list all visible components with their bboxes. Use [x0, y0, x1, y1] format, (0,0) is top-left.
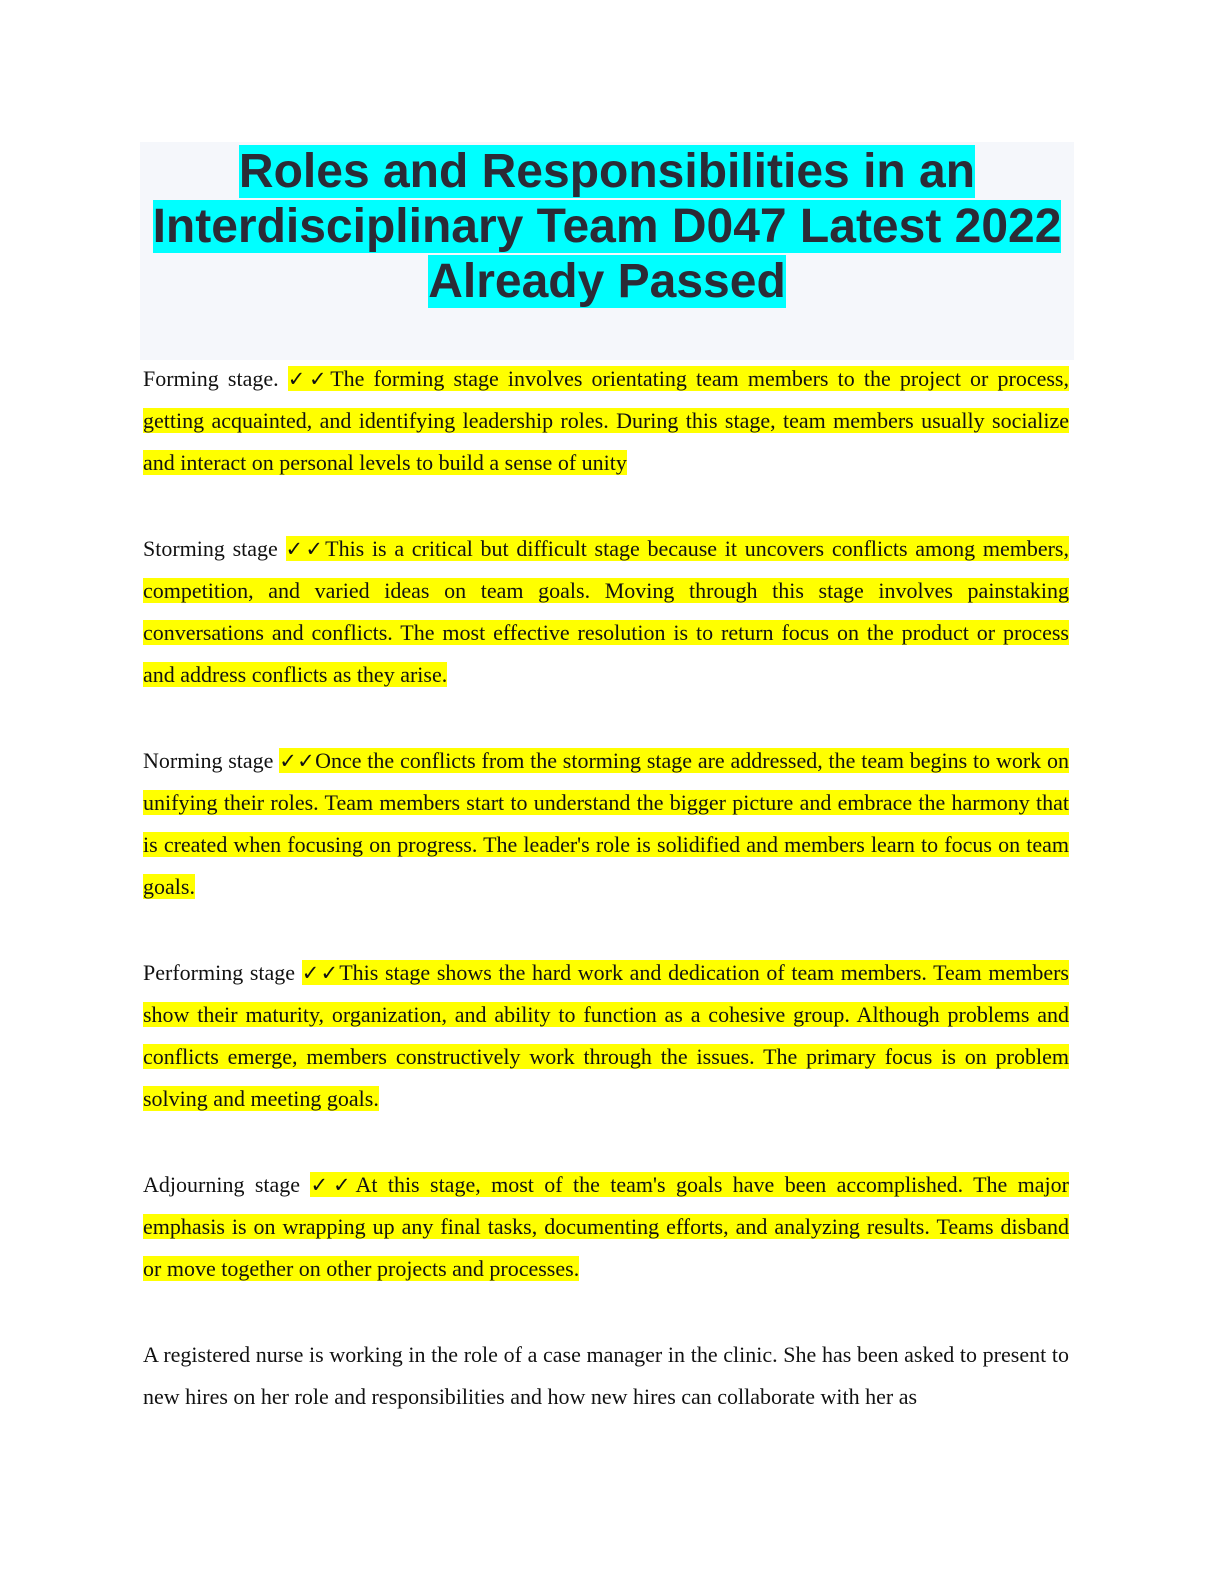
- stage-label: Adjourning stage: [143, 1172, 301, 1197]
- stage-label: Performing stage: [143, 960, 296, 985]
- stage-label: Storming stage: [143, 536, 278, 561]
- stage-answer: [143, 366, 1069, 475]
- forming-stage-entry: [143, 358, 1069, 484]
- stage-answer-text: Once the conflicts from the storming stage are addressed, the team begins to work on unifying their roles. Team members start to understand the bigger picture and embrace the harmony that is created when focusing on progress. The leader's role is solidified and members learn to focus on team goals.: [143, 748, 1069, 899]
- title-line-2: Interdisciplinary Team D047 Latest 2022: [152, 200, 1062, 253]
- check-mark-icon: ✓✓: [285, 537, 326, 561]
- title-line-1: Roles and Responsibilities in an: [238, 145, 976, 198]
- check-mark-icon: ✓✓: [301, 961, 340, 985]
- stage-answer-text: At this stage, most of the team's goals have been accomplished. The major emphasis is on wrapping up any final tasks, documenting efforts, and analyzing results. Teams disband or move together on other projects and processes.: [143, 1172, 1069, 1281]
- performing-stage-entry: [143, 952, 1069, 1120]
- stage-label: Norming stage: [143, 748, 274, 773]
- question-paragraph: A registered nurse is working in the role of a case manager in the clinic. She has been asked to present to new hires on her role and responsibilities and how new hires can collaborate with her as: [143, 1342, 1069, 1409]
- check-mark-icon: ✓✓: [310, 1173, 356, 1197]
- storming-stage-entry: [143, 528, 1069, 696]
- stage-answer-text: This is a critical but difficult stage because it uncovers conflicts among members, competition, and varied ideas on team goals. Moving through this stage involves painstaking conversations and conflicts. The most effective resolution is to return focus on the product or process and address conflicts as they arise.: [143, 536, 1069, 687]
- stage-answer-text: This stage shows the hard work and dedication of team members. Team members show their maturity, organization, and ability to function as a cohesive group. Although problems and conflicts emerge, members constructively work through the issues. The primary focus is on problem solving and meeting goals.: [143, 960, 1069, 1111]
- adjourning-stage-entry: [143, 1164, 1069, 1290]
- stage-answer: [143, 748, 1069, 899]
- norming-stage-entry: [143, 740, 1069, 908]
- document-title: [140, 142, 1074, 309]
- title-block: [140, 142, 1074, 360]
- stage-label: Forming stage.: [143, 366, 279, 391]
- title-line-3: Already Passed: [428, 255, 786, 308]
- document-body: [143, 358, 1069, 1462]
- check-mark-icon: ✓✓: [287, 367, 331, 391]
- check-mark-icon: ✓✓: [279, 749, 316, 773]
- stage-answer: [143, 536, 1069, 687]
- stage-answer-text: The forming stage involves orientating team members to the project or process, getting acquainted, and identifying leadership roles. During this stage, team members usually socialize and interact on personal levels to build a sense of unity: [143, 366, 1069, 475]
